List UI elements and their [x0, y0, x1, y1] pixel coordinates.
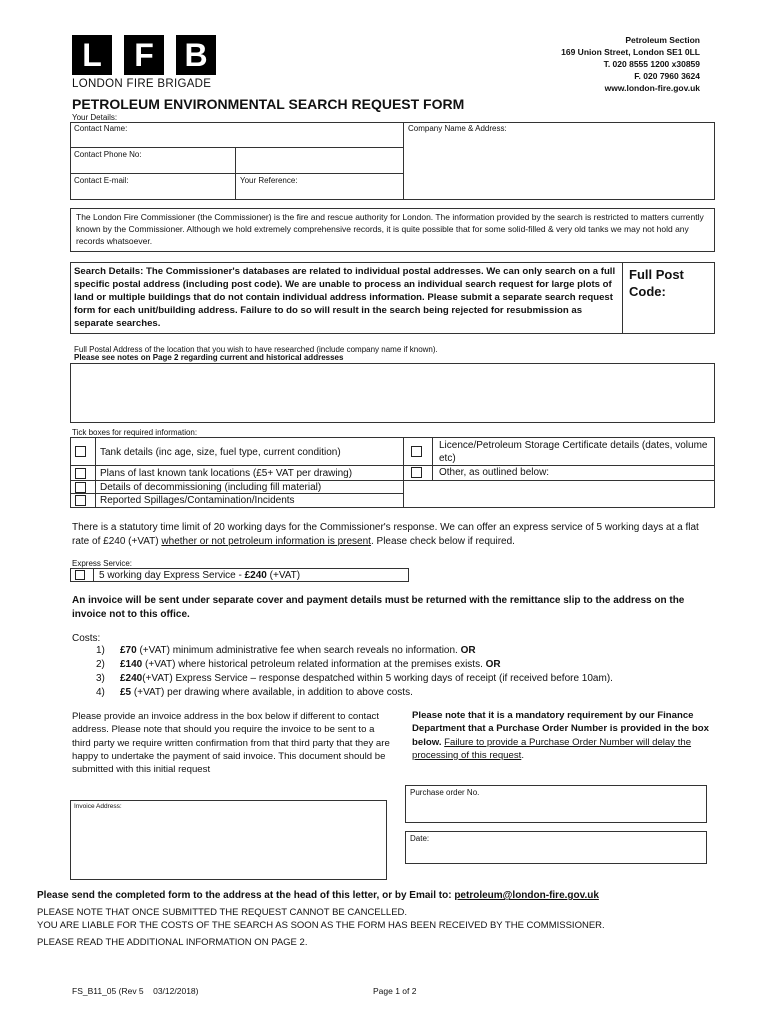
- cost-item-num: 4): [96, 687, 105, 698]
- cost-item-text: (+VAT) minimum administrative fee when search reveals no information.: [136, 645, 461, 656]
- plans-label: Plans of last known tank locations (£5+ VAT per drawing): [100, 468, 353, 479]
- statutory-text: [72, 521, 712, 549]
- plans-checkbox[interactable]: [75, 468, 86, 479]
- express-service-label: Express Service:: [72, 559, 133, 568]
- cost-item-text: (+VAT) where historical petroleum related information at the premises exists.: [142, 659, 486, 670]
- address-line: T. 020 8555 1200 x30859: [603, 59, 700, 69]
- cost-item-suffix: OR: [485, 659, 501, 670]
- logo-letter-l: L: [72, 35, 112, 75]
- costs-label: Costs:: [72, 633, 101, 644]
- tickboxes-col-divider: [403, 437, 404, 508]
- statutory-text-underlined: whether or not petroleum information is present: [161, 536, 371, 547]
- po-note-warning: Failure to provide a Purchase Order Number will delay the processing of this request: [412, 736, 692, 761]
- express-divider: [93, 568, 94, 582]
- cost-item-text: (+VAT) per drawing where available, in addition to above costs.: [131, 687, 413, 698]
- tickboxes-label: Tick boxes for required information:: [72, 428, 198, 437]
- other-checkbox[interactable]: [411, 467, 422, 478]
- po-note-end: .: [521, 749, 524, 761]
- your-details-label: Your Details:: [72, 113, 118, 122]
- cost-item-suffix: OR: [460, 645, 476, 656]
- contact-name-label: Contact Name:: [74, 124, 128, 133]
- express-service-checkbox[interactable]: [75, 570, 85, 580]
- express-service-option: [99, 569, 300, 582]
- address-line: Petroleum Section: [625, 35, 700, 45]
- express-option-price: £240: [244, 570, 267, 581]
- header-address: [561, 34, 700, 94]
- licence-label: Licence/Petroleum Storage Certificate details (dates, volume etc): [439, 440, 708, 464]
- cost-item-num: 3): [96, 673, 105, 684]
- email-link[interactable]: petroleum@london-fire.gov.uk: [454, 890, 599, 901]
- licence-checkbox[interactable]: [411, 446, 422, 457]
- postcode-label: Full Post Code:: [629, 267, 684, 299]
- cost-item-price: £5: [120, 687, 132, 698]
- invoice-address-label: Invoice Address:: [74, 803, 122, 810]
- express-option-text: 5 working day Express Service -: [99, 570, 245, 581]
- statutory-text-part1: There is a statutory time limit of 20 working days for the Commissioner's response. We can offer an express service of 5 working days at a flat rate of £240 (+VAT): [72, 522, 699, 547]
- invoice-notice: An invoice will be sent under separate cover and payment details must be returned with the remittance slip to the address on the invoice not to this office.: [72, 595, 685, 620]
- other-label: Other, as outlined below:: [439, 467, 550, 478]
- cost-item-text: (+VAT) Express Service – response despatched within 5 working days of receipt (if received before 10am).: [142, 673, 613, 684]
- cost-item-price: £140: [120, 659, 143, 670]
- tickboxes-col-divider: [95, 437, 96, 508]
- your-reference-label: Your Reference:: [240, 176, 298, 185]
- tickboxes-col-divider: [432, 437, 433, 481]
- page2-notice: PLEASE READ THE ADDITIONAL INFORMATION ON PAGE 2.: [37, 937, 308, 948]
- cost-item-num: 2): [96, 659, 105, 670]
- page-title: PETROLEUM ENVIRONMENTAL SEARCH REQUEST FORM: [72, 96, 465, 112]
- logo-subtitle: LONDON FIRE BRIGADE: [72, 78, 212, 90]
- cancel-notice: PLEASE NOTE THAT ONCE SUBMITTED THE REQUEST CANNOT BE CANCELLED.: [37, 907, 408, 918]
- express-option-vat: (+VAT): [266, 570, 301, 581]
- cost-item: [96, 673, 613, 684]
- statutory-text-part2: . Please check below if required.: [370, 536, 515, 547]
- invoice-instructions: Please provide an invoice address in the box below if different to contact address. Please note that should you require the invoice to be sent to a third party we require written confirmation from that third party that they are happy to undertake the payment of said invoice. This document should be submitted with this initial request: [72, 711, 390, 776]
- cost-item: [96, 687, 413, 698]
- postal-address-field[interactable]: [70, 363, 715, 423]
- liability-notice: YOU ARE LIABLE FOR THE COSTS OF THE SEARCH AS SOON AS THE FORM HAS BEEN RECEIVED BY THE COMMISSIONER.: [37, 920, 605, 931]
- send-instructions: [37, 889, 599, 902]
- search-details-text: Search Details: The Commissioner's databases are related to individual postal addresses. We can only search on a full specific postal address (including post code). We are unable to process an individual search request for large plots of land or multiple buildings that do not contain individual address information. Please submit a separate search request form for each unit/building address. Failure to do so will result in the search being rejected for resubmission as separate searches.: [74, 266, 616, 329]
- send-text: Please send the completed form to the address at the head of this letter, or by Email to:: [37, 890, 455, 901]
- cost-item: [96, 645, 476, 656]
- address-line: 169 Union Street, London SE1 0LL: [561, 47, 700, 57]
- logo-letter-f: F: [124, 35, 164, 75]
- tank-details-checkbox[interactable]: [75, 446, 86, 457]
- address-line: www.london-fire.gov.uk: [604, 83, 700, 93]
- po-note: [412, 709, 712, 762]
- company-address-label: Company Name & Address:: [408, 124, 507, 133]
- page-number: Page 1 of 2: [373, 986, 417, 996]
- cost-item-price: £240: [120, 673, 143, 684]
- form-reference: FS_B11_05 (Rev 5 03/12/2018): [72, 986, 199, 996]
- tickboxes-row-divider: [70, 465, 715, 466]
- contact-phone-label: Contact Phone No:: [74, 150, 142, 159]
- cost-item-price: £70: [120, 645, 137, 656]
- spillages-label: Reported Spillages/Contamination/Incidents: [100, 495, 295, 506]
- invoice-address-field[interactable]: [70, 800, 387, 880]
- commissioner-notice-text: The London Fire Commissioner (the Commissioner) is the fire and rescue authority for London. The information provided by the search is restricted to matters currently known by the Commissioner. Although we hold extremely comprehensive records, it is quite possible that for some solid-filled & very old tanks we may not hold any records whatsoever.: [76, 212, 704, 246]
- company-address-field[interactable]: [403, 122, 715, 200]
- tank-details-label: Tank details (inc age, size, fuel type, current condition): [100, 447, 341, 458]
- cost-item-num: 1): [96, 645, 105, 656]
- address-line: F. 020 7960 3624: [634, 71, 700, 81]
- postal-address-label: Full Postal Address of the location that you wish to have researched (include company name if known).: [74, 345, 438, 354]
- purchase-order-label: Purchase order No.: [410, 788, 480, 797]
- contact-email-label: Contact E-mail:: [74, 176, 129, 185]
- logo-letter-b: B: [176, 35, 216, 75]
- cost-item: [96, 659, 501, 670]
- date-label: Date:: [410, 834, 430, 843]
- spillages-checkbox[interactable]: [75, 495, 86, 506]
- decommissioning-checkbox[interactable]: [75, 482, 86, 493]
- postal-address-note: Please see notes on Page 2 regarding current and historical addresses: [74, 353, 344, 362]
- decommissioning-label: Details of decommissioning (including fill material): [100, 482, 322, 493]
- po-note-mandatory: Please note that it is a mandatory requirement by our Finance Department that a Purchase Order Number is provided in the box below.: [412, 710, 709, 748]
- date-field[interactable]: [405, 831, 707, 864]
